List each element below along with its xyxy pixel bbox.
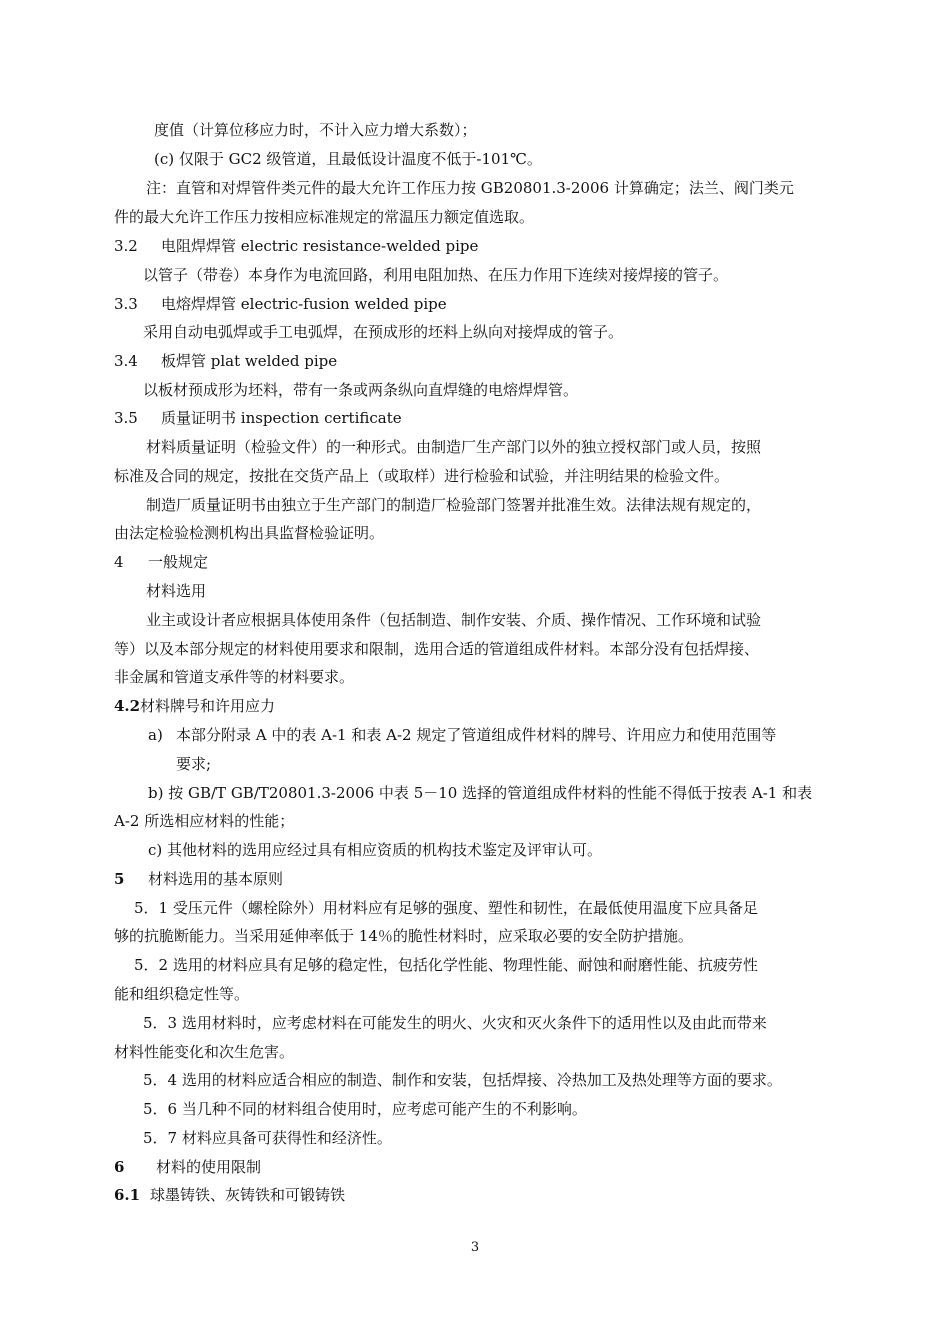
paragraph-line: 由法定检验检测机构出具监督检验证明。	[114, 524, 385, 542]
section-heading: 板焊管 plat welded pipe	[161, 352, 338, 370]
clause-line: 能和组织稳定性等。	[114, 985, 250, 1003]
clause-line: 够的抗脆断能力。当采用延伸率低于 14％的脆性材料时，应采取必要的安全防护措施。	[114, 927, 693, 945]
note-line: 件的最大允许工作压力按相应标准规定的常温压力额定值选取。	[114, 208, 535, 226]
section-heading: 材料的使用限制	[156, 1158, 262, 1176]
section-heading: 材料选用的基本原则	[148, 870, 284, 888]
section-heading: 材料牌号和许用应力	[140, 697, 276, 715]
paragraph-line: 制造厂质量证明书由独立于生产部门的制造厂检验部门签署并批准生效。法律法规有规定的，	[146, 496, 762, 514]
section-number: 3.2	[114, 237, 138, 255]
section-number: 4	[114, 553, 124, 571]
clause-line: 5．7 材料应具备可获得性和经济性。	[143, 1129, 392, 1147]
paragraph-line: 材料质量证明（检验文件）的一种形式。由制造厂生产部门以外的独立授权部门或人员，按照	[146, 438, 762, 456]
list-marker: a)	[148, 726, 163, 744]
paragraph-line: 等）以及本部分规定的材料使用要求和限制，选用合适的管道组成件材料。本部分没有包括焊接、	[114, 640, 760, 658]
list-item: b) 按 GB/T GB/T20801.3-2006 中表 5－10 选择的管道组成件材料的性能不得低于按表 A-1 和表	[148, 784, 813, 802]
paragraph-line: 度值（计算位移应力时，不计入应力增大系数）；	[154, 121, 477, 139]
clause-line: 材料性能变化和次生危害。	[114, 1043, 295, 1061]
section-number: 3.4	[114, 352, 138, 370]
paragraph-line: 业主或设计者应根据具体使用条件（包括制造、制作安装、介质、操作情况、工作环境和试验	[146, 611, 762, 629]
page-number: 3	[470, 1240, 480, 1255]
section-number: 6	[114, 1158, 125, 1176]
section-number: 6.1	[114, 1186, 141, 1204]
note-line: 注：直管和对焊管件类元件的最大允许工作压力按 GB20801.3-2006 计算确定；法兰、阀门类元	[146, 179, 794, 197]
clause-line: 5．3 选用材料时，应考虑材料在可能发生的明火、火灾和灭火条件下的适用性以及由此而带来	[143, 1014, 767, 1032]
section-heading: 电熔焊焊管 electric-fusion welded pipe	[161, 295, 447, 313]
section-heading: 球墨铸铁、灰铸铁和可锻铸铁	[150, 1186, 346, 1204]
list-item: 要求;	[176, 755, 212, 773]
section-heading: 电阻焊焊管 electric resistance-welded pipe	[161, 237, 479, 255]
section-number: 3.3	[114, 295, 138, 313]
list-item: c) 其他材料的选用应经过具有相应资质的机构技术鉴定及评审认可。	[148, 841, 603, 859]
paragraph-line: 以管子（带卷）本身作为电流回路，利用电阻加热、在压力作用下连续对接焊接的管子。	[143, 266, 729, 284]
clause-line: 5．2 选用的材料应具有足够的稳定性，包括化学性能、物理性能、耐蚀和耐磨性能、抗疲劳性	[134, 956, 758, 974]
paragraph-line: (c) 仅限于 GC2 级管道，且最低设计温度不低于-101℃。	[154, 150, 542, 168]
list-item: A-2 所选相应材料的性能；	[114, 812, 295, 830]
paragraph-line: 采用自动电弧焊或手工电弧焊，在预成形的坯料上纵向对接焊成的管子。	[143, 323, 624, 341]
section-number: 3.5	[114, 409, 138, 427]
list-item: 本部分附录 A 中的表 A-1 和表 A-2 规定了管道组成件材料的牌号、许用应力和使用范围等	[176, 726, 777, 744]
section-number: 4.2	[114, 697, 141, 715]
clause-line: 5．6 当几种不同的材料组合使用时，应考虑可能产生的不利影响。	[143, 1100, 587, 1118]
paragraph-line: 以板材预成形为坯料，带有一条或两条纵向直焊缝的电熔焊焊管。	[143, 381, 579, 399]
subsection-heading: 材料选用	[146, 582, 207, 600]
section-heading: 质量证明书 inspection certificate	[161, 409, 402, 427]
clause-line: 5．1 受压元件（螺栓除外）用材料应有足够的强度、塑性和韧性，在最低使用温度下应具备足	[134, 899, 758, 917]
section-number: 5	[114, 870, 125, 888]
section-heading: 一般规定	[148, 553, 209, 571]
paragraph-line: 非金属和管道支承件等的材料要求。	[114, 668, 355, 686]
clause-line: 5．4 选用的材料应适合相应的制造、制作和安装，包括焊接、冷热加工及热处理等方面的要求。	[143, 1071, 782, 1089]
paragraph-line: 标准及合同的规定，按批在交货产品上（或取样）进行检验和试验，并注明结果的检验文件。	[114, 467, 730, 485]
